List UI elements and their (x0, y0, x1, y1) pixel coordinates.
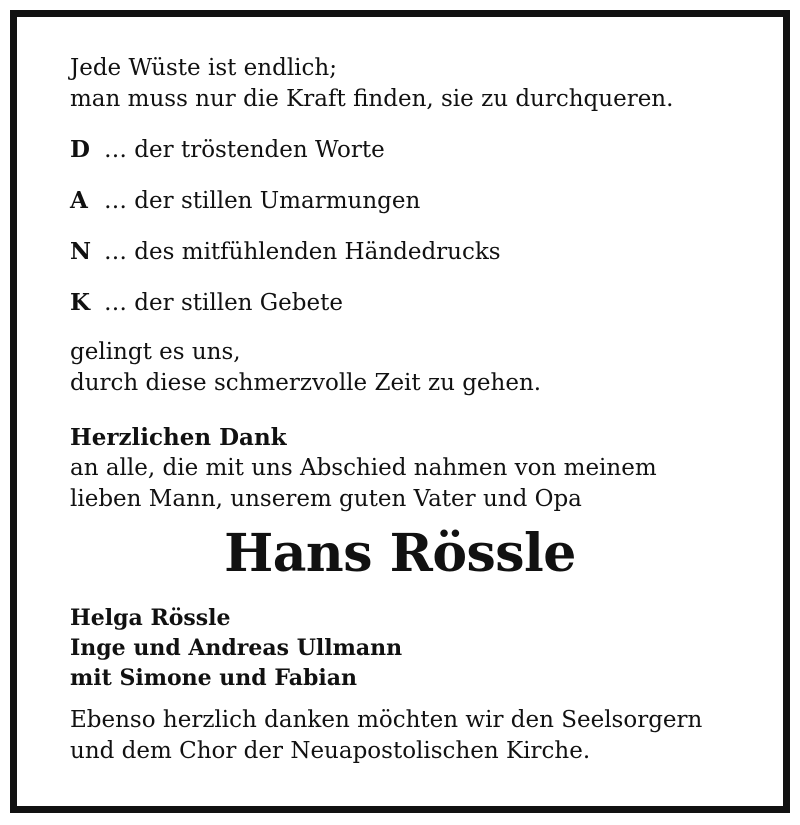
dank-text: … der stillen Gebete (104, 290, 343, 316)
intro-line-2: man muss nur die Kraft finden, sie zu durchqueren. (70, 86, 674, 112)
dank-letter: K (70, 289, 90, 316)
notice-content (70, 53, 750, 515)
dank-text: … der tröstenden Worte (104, 137, 385, 163)
thanks-line-1: an alle, die mit uns Abschied nahmen von meinem (70, 455, 657, 481)
dank-text: … der stillen Umarmungen (104, 188, 421, 214)
family-member-1: Helga Rössle (70, 605, 231, 631)
family-member-3: mit Simone und Fabian (70, 665, 357, 691)
dank-letter: A (70, 187, 88, 214)
deceased-name: Hans Rössle (224, 523, 576, 584)
dank-row-a (70, 185, 750, 216)
dank-row-d (70, 134, 750, 165)
dank-text: … des mitfühlenden Händedrucks (104, 239, 501, 265)
closing-line-2: durch diese schmerzvolle Zeit zu gehen. (70, 370, 542, 396)
dank-letter: D (70, 136, 90, 163)
dank-row-k (70, 287, 750, 318)
footer-text (70, 705, 702, 767)
footer-line-1: Ebenso herzlich danken möchten wir den Seelsorgern (70, 707, 703, 733)
footer-line-2: und dem Chor der Neuapostolischen Kirche. (70, 738, 591, 764)
thanks-line-2: lieben Mann, unserem guten Vater und Opa (70, 486, 582, 512)
dank-letter: N (70, 238, 92, 265)
dank-row-n (70, 236, 750, 267)
thanks-heading: Herzlichen Dank (70, 424, 287, 451)
closing-line-1: gelingt es uns, (70, 339, 241, 365)
family-member-2: Inge und Andreas Ullmann (70, 635, 403, 661)
family-signatures (70, 603, 402, 693)
intro-line-1: Jede Wüste ist endlich; (70, 55, 337, 81)
